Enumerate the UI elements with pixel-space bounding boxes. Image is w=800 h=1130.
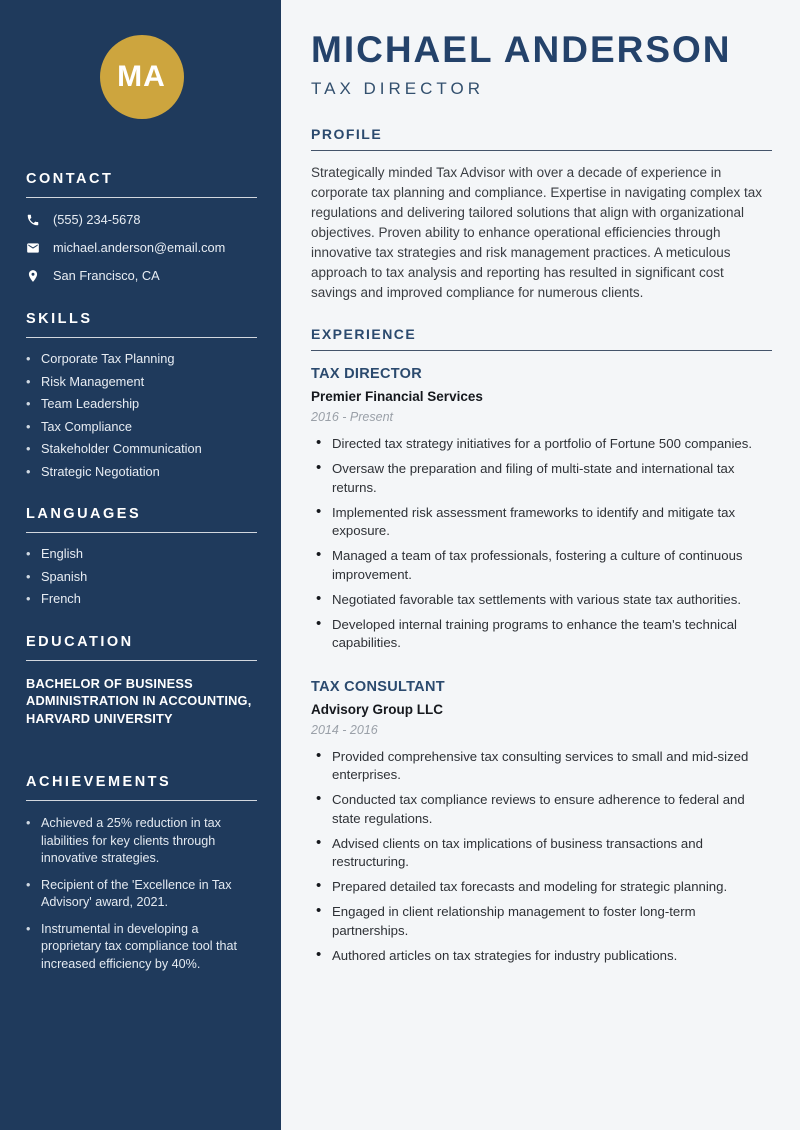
job-bullets [311,435,772,653]
job-bullet: • Managed a team of tax professionals, fostering a culture of continuous improvement. [311,547,772,584]
experience-heading: EXPERIENCE [311,326,417,342]
skill-item: • Risk Management [26,375,257,389]
avatar-initials: MA [117,60,166,93]
skill-item: • Stakeholder Communication [26,442,257,456]
job-bullet: • Directed tax strategy initiatives for a portfolio of Fortune 500 companies. [311,435,772,454]
skill-item: • Corporate Tax Planning [26,352,257,366]
education-heading: EDUCATION [26,633,134,650]
achievement-item: • Recipient of the 'Excellence in Tax Advisory' award, 2021. [26,877,257,912]
skill-item: • Strategic Negotiation [26,465,257,479]
contact-item-location [26,268,257,283]
achievements-heading: ACHIEVEMENTS [26,774,172,790]
job-bullet: • Developed internal training programs to enhance the team's technical capabilities. [311,616,772,653]
contact-item-phone [26,212,257,227]
job-bullet: • Prepared detailed tax forecasts and modeling for strategic planning. [311,878,772,897]
achievements-divider [26,800,257,801]
achievement-item: • Instrumental in developing a proprietary tax compliance tool that increased efficiency by 40%. [26,921,257,974]
experience-divider [311,350,772,351]
achievements-section [26,774,257,973]
contact-email-text: michael.anderson@email.com [53,240,226,255]
sidebar [0,0,281,1130]
job-bullet: • Authored articles on tax strategies for industry publications. [311,947,772,966]
profile-divider [311,150,772,151]
profile-text: Strategically minded Tax Advisor with over a decade of experience in corporate tax planning and compliance. Expertise in navigating complex tax regulations and delivering tailored solutions that align with organizational objectives. Proven ability to enhance operational efficiencies through innovative tax strategies and risk management practices. A meticulous approach to tax analysis and reporting has resulted in significant cost savings and improved compliance for numerous clients. [311,165,763,300]
job-dates: 2014 - 2016 [311,722,378,737]
education-section [26,634,257,728]
avatar [100,35,184,119]
contact-phone-text: (555) 234-5678 [53,212,141,227]
job-bullet: • Engaged in client relationship management to foster long-term partnerships. [311,903,772,940]
skill-item: • Tax Compliance [26,420,257,434]
person-name: MICHAEL ANDERSON [311,29,732,70]
contact-location-text: San Francisco, CA [53,268,160,283]
contact-heading: CONTACT [26,171,114,187]
language-item: • French [26,592,257,606]
languages-divider [26,532,257,533]
skills-section [26,311,257,478]
job-bullet: • Conducted tax compliance reviews to ensure adherence to federal and state regulations. [311,791,772,828]
languages-heading: LANGUAGES [26,506,142,522]
job-company: Premier Financial Services [311,389,483,404]
job-title: TAX DIRECTOR [311,366,423,382]
contact-item-email [26,240,257,255]
achievement-item: • Achieved a 25% reduction in tax liabilities for key clients through innovative strategies. [26,815,257,868]
experience-section [311,326,772,965]
contact-section [26,171,257,283]
phone-icon [26,213,40,227]
language-item: • Spanish [26,570,257,584]
skill-item: • Team Leadership [26,397,257,411]
main-content [281,0,800,1130]
language-item: • English [26,547,257,561]
skills-list [26,352,257,478]
person-title: TAX DIRECTOR [311,79,484,98]
job-entry [311,679,772,966]
job-title: TAX CONSULTANT [311,678,445,695]
job-bullet: • Advised clients on tax implications of business transactions and restructuring. [311,835,772,872]
education-divider [26,660,257,661]
job-bullet: • Provided comprehensive tax consulting services to small and mid-sized enterprises. [311,748,772,785]
job-bullet: • Implemented risk assessment frameworks to identify and mitigate tax exposure. [311,504,772,541]
contact-divider [26,197,257,198]
achievements-list [26,815,257,973]
education-degree: BACHELOR OF BUSINESS ADMINISTRATION IN ACCOUNTING, HARVARD UNIVERSITY [26,675,252,726]
languages-section [26,506,257,606]
skills-divider [26,337,257,338]
job-bullets [311,748,772,966]
languages-list [26,547,257,606]
job-bullet: • Negotiated favorable tax settlements with various state tax authorities. [311,591,772,610]
skills-heading: SKILLS [26,311,93,327]
profile-section [311,126,772,303]
job-company: Advisory Group LLC [311,701,444,717]
profile-heading: PROFILE [311,126,383,142]
location-icon [26,269,40,283]
job-bullet: • Oversaw the preparation and filing of multi-state and international tax returns. [311,460,772,497]
mail-icon [26,241,40,255]
job-entry [311,366,772,653]
avatar-container [26,35,257,119]
job-dates: 2016 - Present [311,410,393,424]
